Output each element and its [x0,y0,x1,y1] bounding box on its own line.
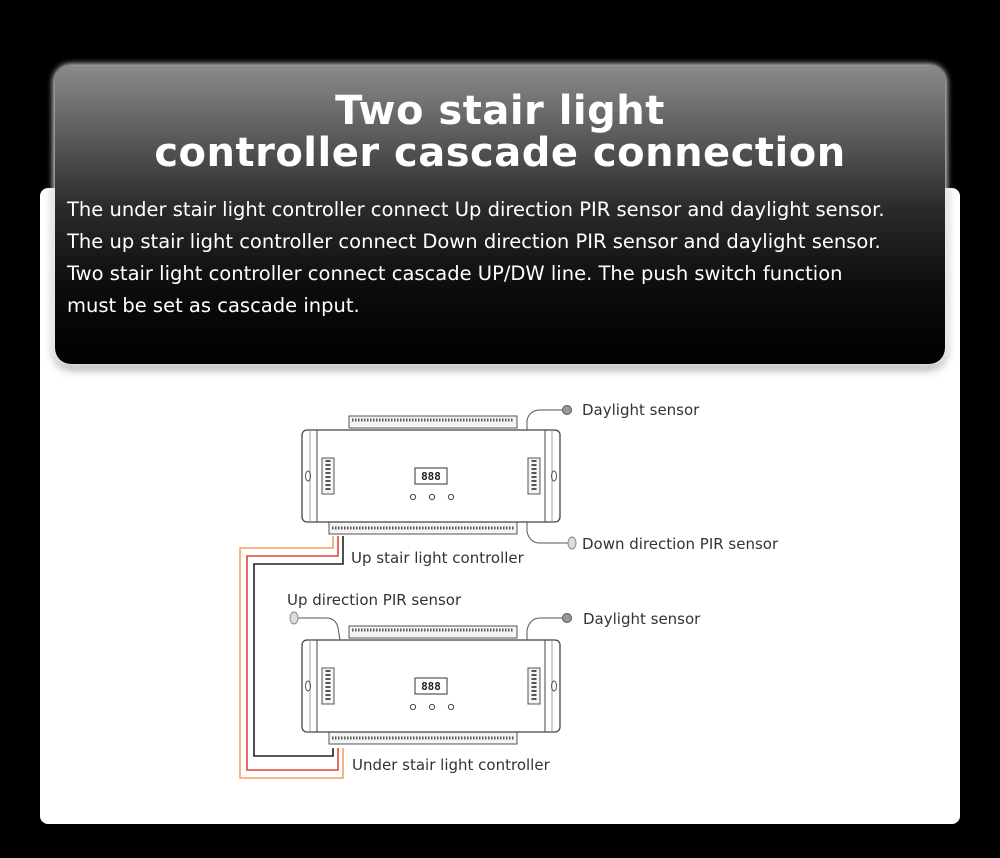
upper-controller-label: Up stair light controller [351,549,524,567]
description-line: The up stair light controller connect Down direction PIR sensor and daylight sensor. [67,230,881,253]
lower-display: 888 [421,680,441,693]
down-pir-sensor-icon [568,537,576,549]
lower-controller [302,626,560,744]
lower-daylight-sensor-icon [563,614,572,623]
down-pir-sensor-label: Down direction PIR sensor [582,535,779,553]
upper-daylight-sensor-icon [563,406,572,415]
upper-controller [302,416,560,534]
lower-controller-label: Under stair light controller [352,756,550,774]
description-line: The under stair light controller connect Up direction PIR sensor and daylight sensor. [67,198,885,221]
page-title: Two stair light controller cascade connection [154,88,846,176]
description-line: Two stair light controller connect cascade UP/DW line. The push switch function [67,262,843,285]
description-line: must be set as cascade input. [67,294,360,317]
lower-daylight-sensor-label: Daylight sensor [583,610,701,628]
up-pir-sensor-icon [290,612,298,624]
up-pir-sensor-label: Up direction PIR sensor [287,591,462,609]
upper-daylight-sensor-label: Daylight sensor [582,401,700,419]
upper-display: 888 [421,470,441,483]
